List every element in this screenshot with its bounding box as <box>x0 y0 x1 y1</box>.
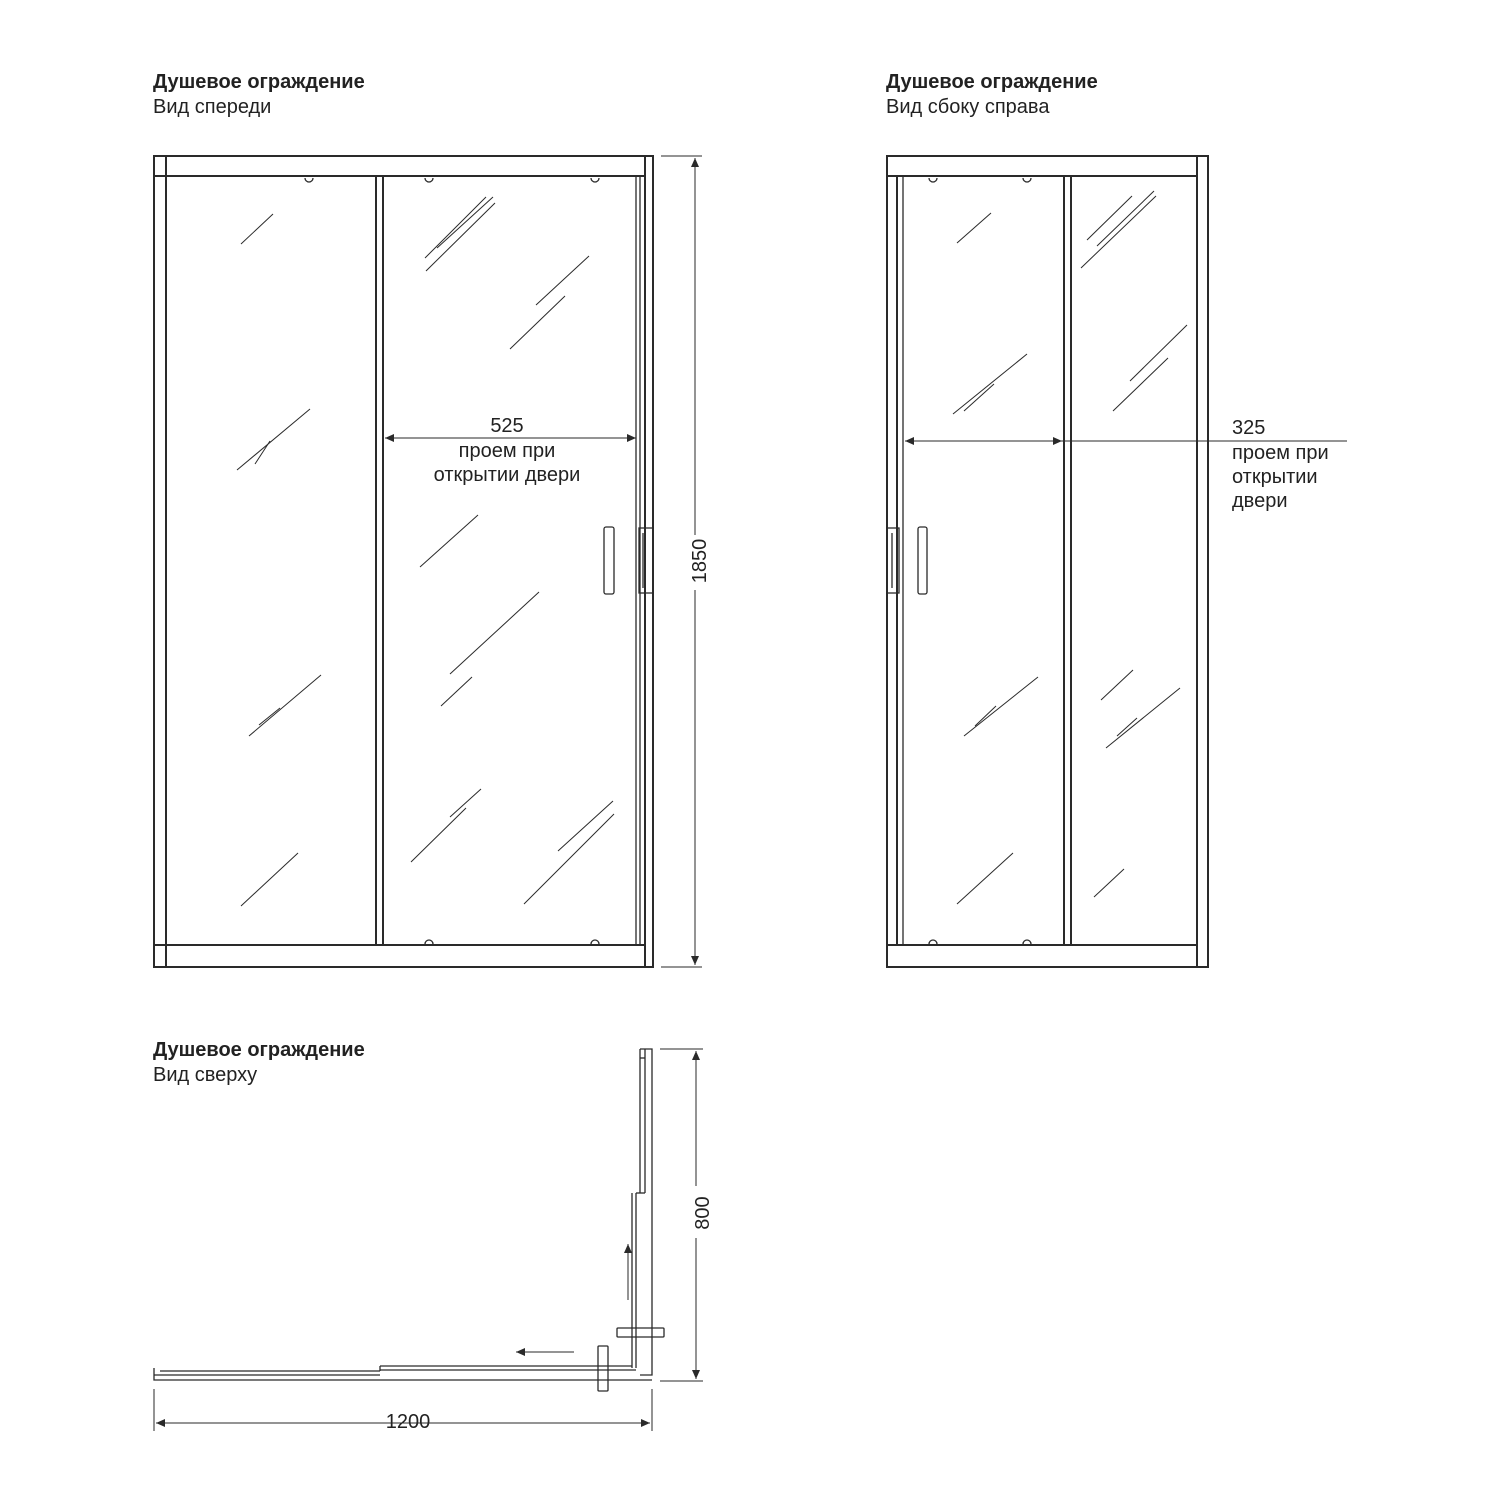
front-opening-width-label: 525 <box>490 415 524 437</box>
side-opening-note-line2: открытии <box>1232 466 1318 488</box>
side-opening-note-line3: двери <box>1232 490 1288 512</box>
front-roller-3 <box>591 178 599 182</box>
front-height-label: 1850 <box>689 538 711 584</box>
side-opening-note-line1: проем при <box>1232 442 1329 464</box>
top-side-door-handle <box>617 1328 664 1337</box>
front-guide-2 <box>591 940 599 944</box>
top-side-panel-outer <box>640 1049 652 1375</box>
side-view-subtitle: Вид сбоку справа <box>886 96 1050 118</box>
side-view-drawing <box>887 156 1347 967</box>
side-roller-2 <box>1023 178 1031 182</box>
front-opening-note-line2: открытии двери <box>433 464 581 486</box>
side-view-title: Душевое ограждение <box>886 71 1098 93</box>
side-guide-2 <box>1023 940 1031 944</box>
top-front-door-handle <box>598 1346 608 1391</box>
top-view-subtitle: Вид сверху <box>153 1064 258 1086</box>
top-view-drawing <box>154 1049 703 1431</box>
side-opening-width-label: 325 <box>1232 417 1266 439</box>
side-door-handle <box>918 527 927 594</box>
top-view-title: Душевое ограждение <box>153 1039 365 1061</box>
front-view-drawing <box>154 156 702 967</box>
front-opening-note-line1: проем при <box>458 440 556 462</box>
front-view-subtitle: Вид спереди <box>153 96 272 118</box>
front-view-title: Душевое ограждение <box>153 71 365 93</box>
side-roller-1 <box>929 178 937 182</box>
side-outer-frame <box>887 156 1208 967</box>
top-width-label: 1200 <box>368 1410 448 1434</box>
front-outer-frame <box>154 156 653 967</box>
front-glass-reflections <box>237 197 614 906</box>
front-roller-1 <box>305 178 313 182</box>
front-door-handle <box>604 527 614 594</box>
side-guide-1 <box>929 940 937 944</box>
front-roller-2 <box>425 178 433 182</box>
top-depth-label: 800 <box>692 1196 714 1230</box>
front-guide-1 <box>425 940 433 944</box>
